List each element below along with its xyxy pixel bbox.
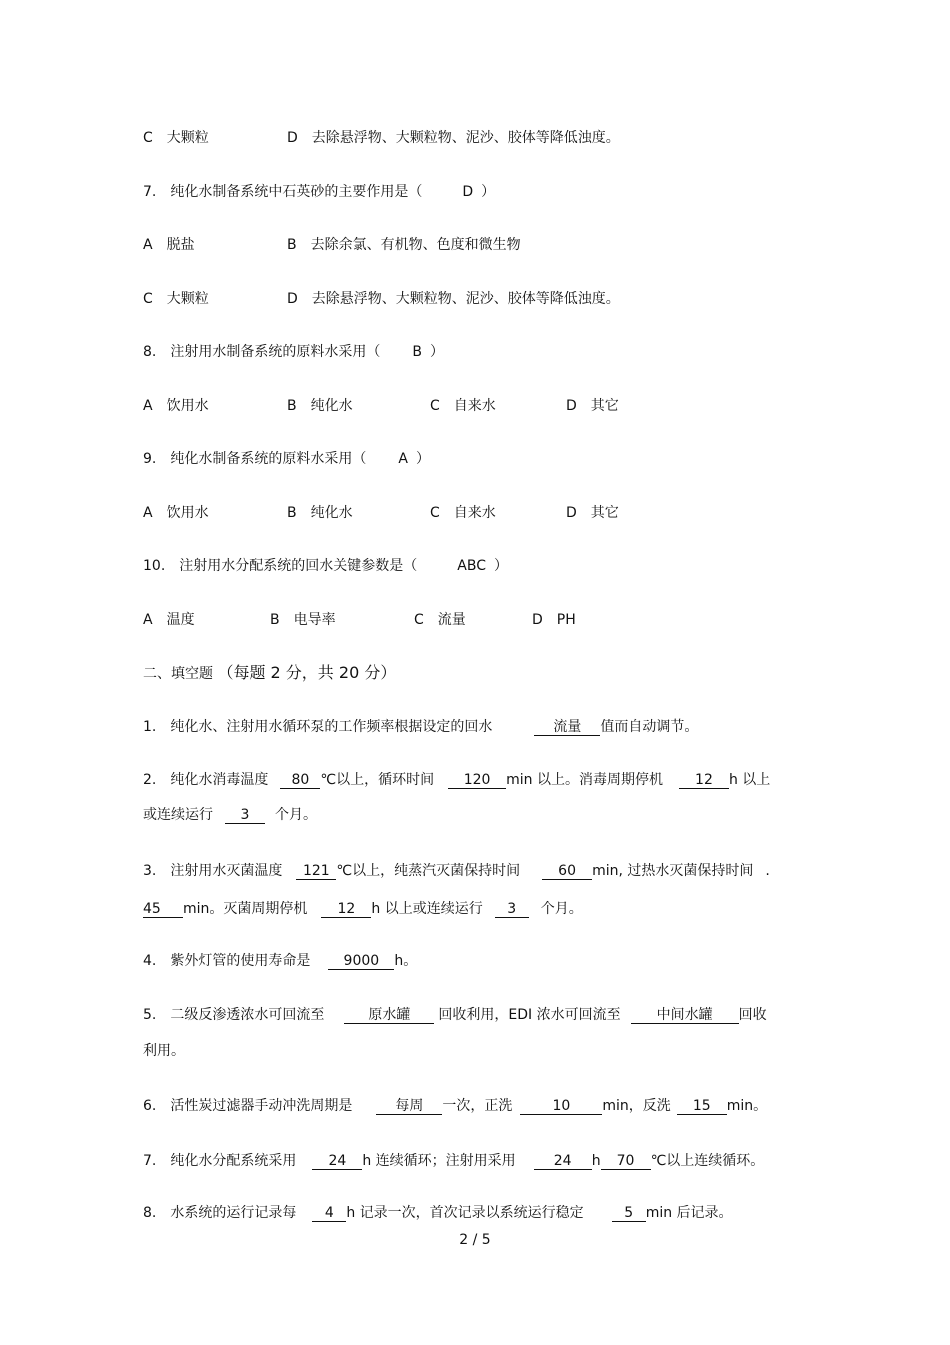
option-b: B 纯化水 — [287, 398, 353, 414]
fill-blank: 120 — [448, 773, 506, 789]
question-stem: 10. 注射用水分配系统的回水关键参数是（ — [143, 558, 418, 574]
page-number: 2 / 5 — [459, 1232, 491, 1248]
section-heading — [143, 660, 396, 683]
option-c: C 自来水 — [430, 505, 496, 521]
fill-blank: 45 — [143, 902, 183, 918]
option-d: D 去除悬浮物、大颗粒物、泥沙、胶体等降低浊度。 — [287, 291, 620, 307]
fill-blank: 24 — [312, 1154, 362, 1170]
option-c: C 大颗粒 — [143, 130, 209, 146]
option-c: C 流量 — [414, 612, 466, 628]
fill-text: 个月。 — [540, 901, 583, 917]
fill-text: . — [765, 863, 770, 879]
fill-text: h — [591, 1153, 601, 1169]
option-d: D 其它 — [566, 398, 619, 414]
fill-text: min, 过热水灭菌保持时间 — [592, 863, 754, 879]
question-9 — [143, 448, 430, 468]
question-stem: 9. 纯化水制备系统的原料水采用（ — [143, 451, 367, 467]
fill-text: 6. 活性炭过滤器手动冲洗周期是 — [143, 1098, 353, 1114]
fill-text: min 后记录。 — [645, 1205, 733, 1221]
fill-text: 值而自动调节。 — [600, 719, 699, 735]
question-10 — [143, 555, 508, 575]
option-a: A 温度 — [143, 612, 195, 628]
question-close: ） — [481, 184, 496, 200]
fill-blank: 80 — [280, 773, 320, 789]
question-stem: 8. 注射用水制备系统的原料水采用（ — [143, 344, 381, 360]
question-stem: 7. 纯化水制备系统中石英砂的主要作用是（ — [143, 184, 423, 200]
option-b: B 去除余氯、有机物、色度和微生物 — [287, 237, 521, 253]
fill-question-8 — [143, 1202, 733, 1222]
option-c: C 自来水 — [430, 398, 496, 414]
fill-question-6 — [143, 1095, 767, 1115]
fill-text: h 以上 — [728, 772, 771, 788]
fill-text: 或连续运行 — [143, 807, 213, 823]
question-7 — [143, 181, 495, 201]
fill-blank: 每周 — [376, 1099, 442, 1115]
fill-text: 一次，正洗 — [442, 1098, 513, 1114]
fill-blank: 15 — [677, 1099, 727, 1115]
fill-question-5-cont: 利用。 — [143, 1043, 185, 1059]
option-b: B 电导率 — [270, 612, 336, 628]
fill-text: 7. 纯化水分配系统采用 — [143, 1153, 297, 1169]
fill-text: 8. 水系统的运行记录每 — [143, 1205, 297, 1221]
option-c: C 大颗粒 — [143, 291, 209, 307]
fill-blank: 10 — [520, 1099, 602, 1115]
fill-text: 回收利用，EDI 浓水可回流至 — [438, 1007, 621, 1023]
answer: ABC — [457, 558, 486, 574]
option-d: D 去除悬浮物、大颗粒物、泥沙、胶体等降低浊度。 — [287, 130, 620, 146]
question-close: ） — [493, 558, 508, 574]
answer: A — [398, 451, 408, 467]
option-d: D PH — [532, 612, 576, 628]
fill-blank: 9000 — [328, 954, 394, 970]
fill-blank: 流量 — [534, 720, 600, 736]
fill-text: min。 — [726, 1098, 768, 1114]
fill-text: ℃以上，循环时间 — [320, 772, 435, 788]
fill-text: min。灭菌周期停机 — [183, 901, 308, 917]
fill-text: 2. 纯化水消毒温度 — [143, 772, 269, 788]
fill-question-5 — [143, 1004, 767, 1024]
fill-blank: 中间水罐 — [631, 1008, 739, 1024]
fill-question-1 — [143, 716, 698, 736]
fill-blank: 4 — [312, 1206, 346, 1222]
fill-text: ℃以上连续循环。 — [650, 1153, 765, 1169]
fill-question-3 — [143, 860, 770, 880]
fill-blank: 60 — [542, 864, 592, 880]
fill-question-3-cont — [143, 898, 583, 918]
fill-blank: 3 — [225, 808, 265, 824]
option-a: A 脱盐 — [143, 237, 195, 253]
fill-text: 回收 — [738, 1007, 767, 1023]
fill-text: h。 — [394, 953, 418, 969]
question-8 — [143, 341, 444, 361]
fill-question-7 — [143, 1150, 764, 1170]
option-d: D 其它 — [566, 505, 619, 521]
fill-blank: 5 — [612, 1206, 646, 1222]
option-b: B 纯化水 — [287, 505, 353, 521]
option-a: A 饮用水 — [143, 398, 209, 414]
answer: D — [462, 184, 474, 200]
fill-text: ℃以上，纯蒸汽灭菌保持时间 — [336, 863, 521, 879]
fill-blank: 原水罐 — [344, 1008, 434, 1024]
fill-blank: 3 — [495, 902, 529, 918]
fill-text: h 以上或连续运行 — [371, 901, 483, 917]
fill-question-2 — [143, 769, 770, 789]
answer: B — [412, 344, 422, 360]
fill-text: 1. 纯化水、注射用水循环泵的工作频率根据设定的回水 — [143, 719, 493, 735]
fill-text: 4. 紫外灯管的使用寿命是 — [143, 953, 311, 969]
option-a: A 饮用水 — [143, 505, 209, 521]
section-title: 二、填空题 — [143, 666, 213, 682]
fill-text: 5. 二级反渗透浓水可回流至 — [143, 1007, 325, 1023]
question-close: ） — [429, 344, 444, 360]
fill-question-2-cont — [143, 804, 317, 824]
fill-question-4 — [143, 950, 417, 970]
question-close: ） — [415, 451, 430, 467]
fill-text: h 连续循环；注射用采用 — [362, 1153, 516, 1169]
fill-blank: 70 — [601, 1154, 651, 1170]
fill-text: 3. 注射用水灭菌温度 — [143, 863, 283, 879]
fill-blank: 24 — [534, 1154, 592, 1170]
fill-text: min 以上。消毒周期停机 — [506, 772, 663, 788]
section-score: （每题 2 分，共 20 分） — [217, 663, 397, 682]
fill-blank: 12 — [679, 773, 729, 789]
fill-blank: 121 — [296, 864, 336, 880]
fill-text: min，反洗 — [602, 1098, 671, 1114]
fill-blank: 12 — [321, 902, 371, 918]
fill-text: h 记录一次，首次记录以系统运行稳定 — [346, 1205, 584, 1221]
fill-text: 个月。 — [275, 807, 317, 823]
